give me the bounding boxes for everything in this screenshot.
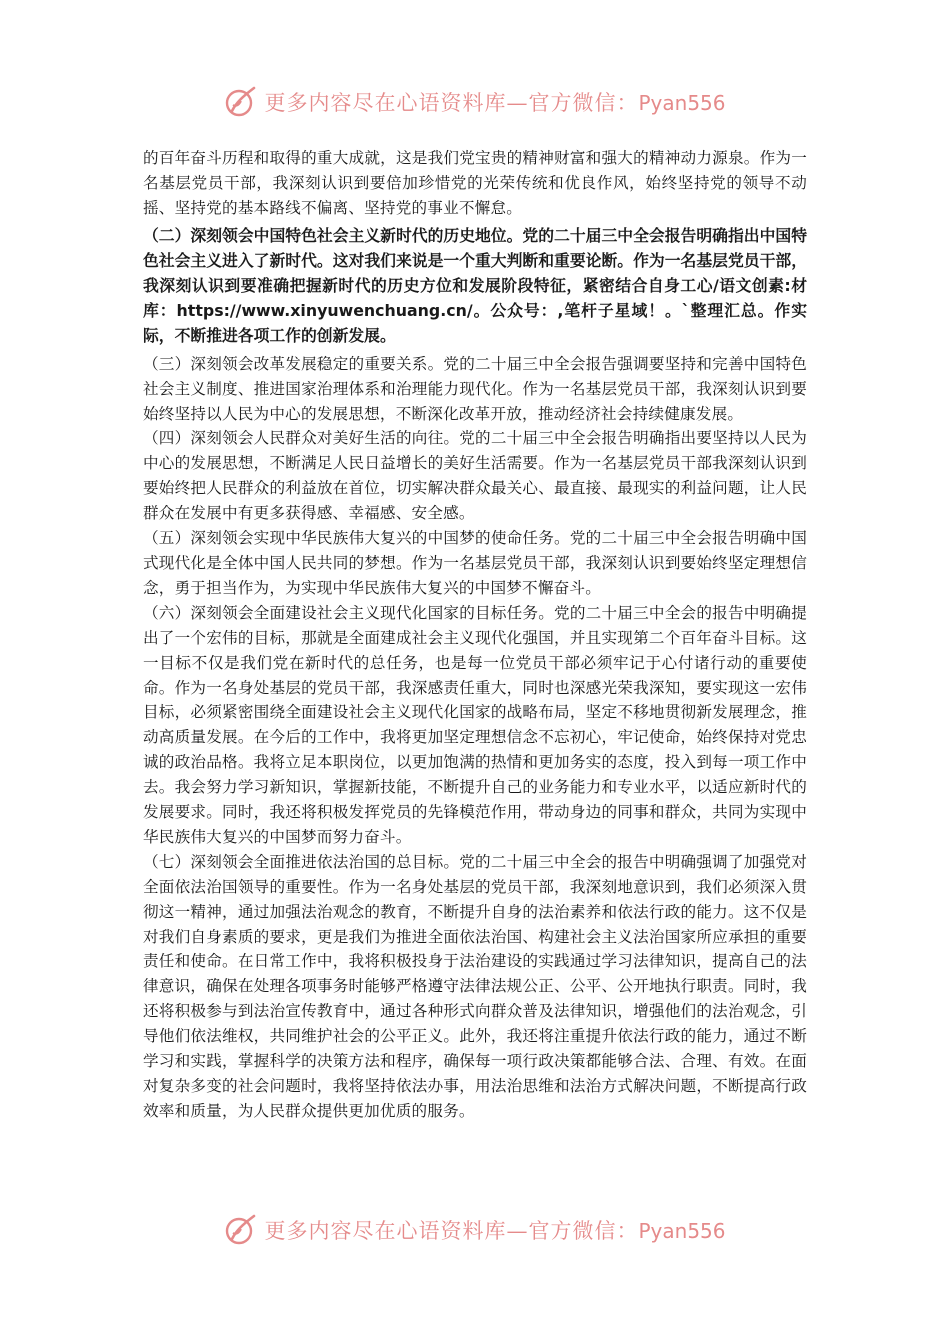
paragraph-section-3: （三）深刻领会改革发展稳定的重要关系。党的二十届三中全会报告强调要坚持和完善中国特色社会主义制度、推进国家治理体系和治理能力现代化。作为一名基层党员干部，我深刻认识到要始终坚持以人民为中心的发展思想，不断深化改革开放，推动经济社会持续健康发展。 (143, 354, 807, 423)
document-body (143, 146, 807, 1124)
paragraph-section-2: （二）深刻领会中国特色社会主义新时代的历史地位。党的二十届三中全会报告明确指出中国特色社会主义进入了新时代。这对我们来说是一个重大判断和重要论断。作为一名基层党员干部，我深刻认识到要准确把握新时代的历史方位和发展阶段特征，紧密结合自身工心/语文创素:材库：https://www.xinyuwenchuang.cn/。公众号：,笔杆子星域！。`整理汇总。作实际，不断推进各项工作的创新发展。 (143, 225, 807, 345)
paragraph-section-6: （六）深刻领会全面建设社会主义现代化国家的目标任务。党的二十届三中全会的报告中明确提出了一个宏伟的目标，那就是全面建成社会主义现代化强国，并且实现第二个百年奋斗目标。这一目标不仅是我们党在新时代的总任务，也是每一位党员干部必须牢记于心付诸行动的重要使命。作为一名身处基层的党员干部，我深感责任重大，同时也深感光荣我深知，要实现这一宏伟目标，必须紧密围绕全面建设社会主义现代化国家的战略布局，坚定不移地贯彻新发展理念，推动高质量发展。在今后的工作中，我将更加坚定理想信念不忘初心，牢记使命，始终保持对党忠诚的政治品格。我将立足本职岗位，以更加饱满的热情和更加务实的态度，投入到每一项工作中去。我会努力学习新知识，掌握新技能，不断提升自己的业务能力和专业水平，以适应新时代的发展要求。同时，我还将积极发挥党员的先锋模范作用，带动身边的同事和群众，共同为实现中华民族伟大复兴的中国梦而努力奋斗。 (143, 603, 807, 846)
brush-logo-icon (224, 1213, 258, 1247)
paragraph-section-4: （四）深刻领会人民群众对美好生活的向往。党的二十届三中全会报告明确指出要坚持以人民为中心的发展思想，不断满足人民日益增长的美好生活需要。作为一名基层党员干部我深刻认识到要始终把人民群众的利益放在首位，切实解决群众最关心、最直接、最现实的利益问题，让人民群众在发展中有更多获得感、幸福感、安全感。 (143, 429, 807, 523)
watermark-banner-bottom (0, 1210, 950, 1250)
watermark-banner-top (0, 82, 950, 122)
watermark-text: 更多内容尽在心语资料库—官方微信：Pyan556 (264, 91, 726, 115)
watermark-text: 更多内容尽在心语资料库—官方微信：Pyan556 (264, 1219, 726, 1243)
paragraph-continuation: 的百年奋斗历程和取得的重大成就，这是我们党宝贵的精神财富和强大的精神动力源泉。作为一名基层党员干部，我深刻认识到要倍加珍惜党的光荣传统和优良作风，始终坚持党的领导不动摇、坚持党的基本路线不偏离、坚持党的事业不懈怠。 (143, 149, 807, 217)
brush-logo-icon (224, 85, 258, 119)
paragraph-section-7: （七）深刻领会全面推进依法治国的总目标。党的二十届三中全会的报告中明确强调了加强党对全面依法治国领导的重要性。作为一名身处基层的党员干部，我深刻地意识到，我们必须深入贯彻这一精神，通过加强法治观念的教育，不断提升自身的法治素养和依法行政的能力。这不仅是对我们自身素质的要求，更是我们为推进全面依法治国、构建社会主义法治国家所应承担的重要责任和使命。在日常工作中，我将积极投身于法治建设的实践通过学习法律知识，提高自己的法律意识，确保在处理各项事务时能够严格遵守法律法规公正、公平、公开地执行职责。同时，我还将积极参与到法治宣传教育中，通过各种形式向群众普及法律知识，增强他们的法治观念，引导他们依法维权，共同维护社会的公平正义。此外，我还将注重提升依法行政的能力，通过不断学习和实践，掌握科学的决策方法和程序，确保每一项行政决策都能够合法、合理、有效。在面对复杂多变的社会问题时，我将坚持依法办事，用法治思维和法治方式解决问题，不断提高行政效率和质量，为人民群众提供更加优质的服务。 (143, 852, 807, 1120)
paragraph-section-5: （五）深刻领会实现中华民族伟大复兴的中国梦的使命任务。党的二十届三中全会报告明确中国式现代化是全体中国人民共同的梦想。作为一名基层党员干部，我深刻认识到要始终坚定理想信念，勇于担当作为，为实现中华民族伟大复兴的中国梦不懈奋斗。 (143, 529, 807, 597)
